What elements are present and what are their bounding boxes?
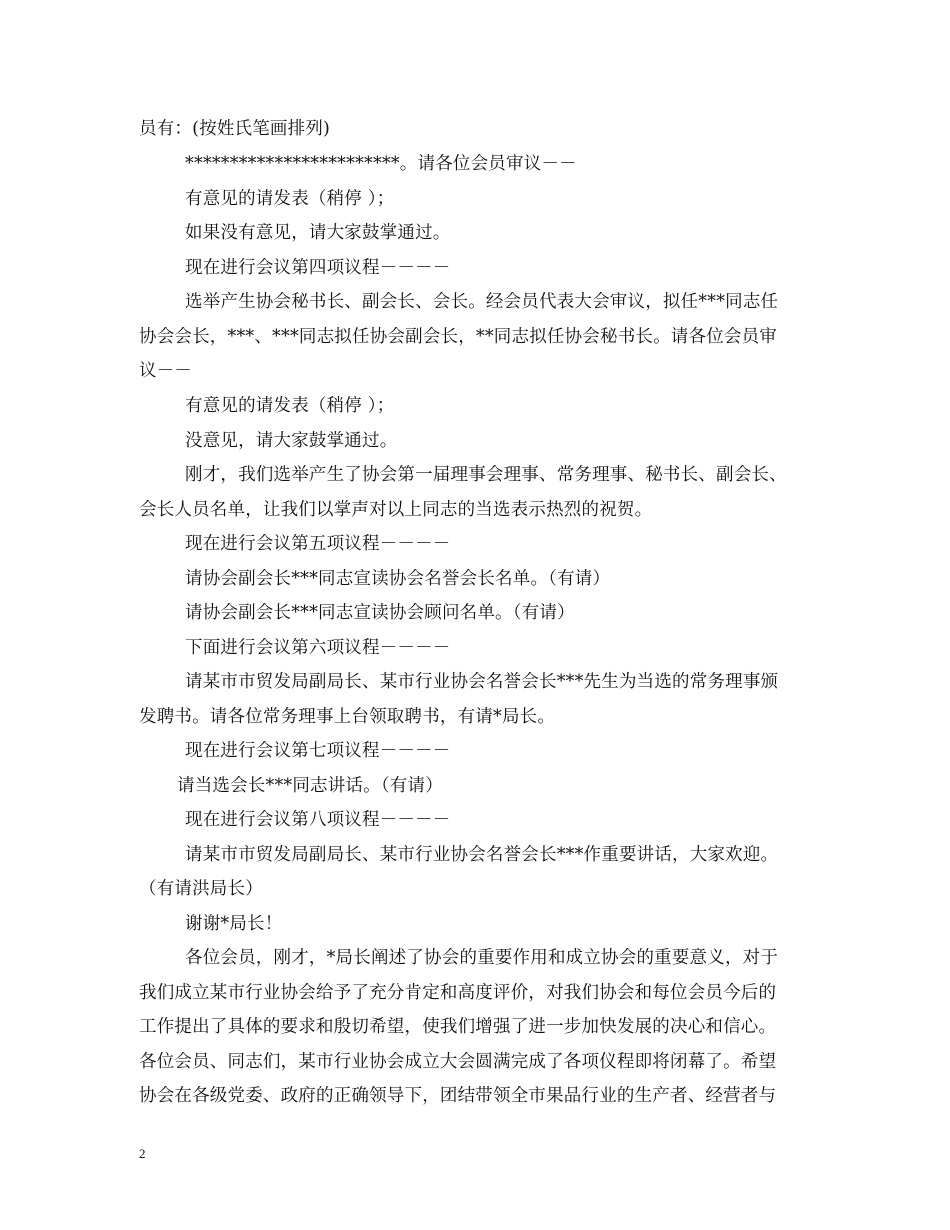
text-line: 刚才，我们选举产生了协会第一届理事会理事、常务理事、秘书长、副会长、 bbox=[185, 465, 787, 485]
text-line: 请协会副会长***同志宣读协会顾问名单。（有请） bbox=[185, 603, 575, 623]
page-number: 2 bbox=[139, 1146, 146, 1161]
text-line: 如果没有意见，请大家鼓掌通过。 bbox=[185, 223, 451, 243]
text-line: 现在进行会议第五项议程－－－－ bbox=[185, 534, 451, 554]
text-line: 协会会长，***、***同志拟任协会副会长，**同志拟任协会秘书长。请各位会员审 bbox=[139, 327, 777, 347]
text-line: 请某市市贸发局副局长、某市行业协会名誉会长***先生为当选的常务理事颁 bbox=[185, 672, 779, 692]
text-line: （有请洪局长） bbox=[139, 879, 263, 899]
text-line: 现在进行会议第四项议程－－－－ bbox=[185, 258, 451, 278]
text-line: 谢谢*局长！ bbox=[185, 914, 283, 934]
text-line: 现在进行会议第八项议程－－－－ bbox=[185, 810, 451, 830]
text-line: 发聘书。请各位常务理事上台领取聘书，有请*局长。 bbox=[139, 707, 556, 727]
text-line: 有意见的请发表（稍停 ）； bbox=[185, 396, 395, 416]
text-line: 各位会员，刚才，*局长阐述了协会的重要作用和成立协会的重要意义，对于 bbox=[185, 948, 779, 968]
text-line: 有意见的请发表（稍停 ）； bbox=[185, 189, 395, 209]
text-line: 请协会副会长***同志宣读协会名誉会长名单。（有请） bbox=[185, 569, 611, 589]
text-line: ************************。请各位会员审议－－ bbox=[185, 154, 577, 174]
text-line: 现在进行会议第七项议程－－－－ bbox=[185, 741, 451, 761]
text-line: 各位会员、同志们，某市行业协会成立大会圆满完成了各项仪程即将闭幕了。希望 bbox=[139, 1052, 777, 1072]
text-line: 我们成立某市行业协会给予了充分肯定和高度评价，对我们协会和每位会员今后的 bbox=[139, 983, 777, 1003]
text-line: 请当选会长***同志讲话。（有请） bbox=[177, 776, 443, 796]
text-line: 没意见，请大家鼓掌通过。 bbox=[185, 431, 398, 451]
text-line: 请某市市贸发局副局长、某市行业协会名誉会长***作重要讲话，大家欢迎。 bbox=[185, 845, 779, 865]
text-line: 工作提出了具体的要求和殷切希望，使我们增强了进一步加快发展的决心和信心。 bbox=[139, 1017, 777, 1037]
text-line: 员有：(按姓氏笔画排列) bbox=[139, 119, 331, 139]
text-line: 选举产生协会秘书长、副会长、会长。经会员代表大会审议，拟任***同志任 bbox=[185, 292, 779, 312]
text-line: 协会在各级党委、政府的正确领导下，团结带领全市果品行业的生产者、经营者与 bbox=[139, 1086, 777, 1106]
text-line: 下面进行会议第六项议程－－－－ bbox=[185, 638, 451, 658]
text-line: 议－－ bbox=[139, 361, 193, 381]
text-line: 会长人员名单，让我们以掌声对以上同志的当选表示热烈的祝贺。 bbox=[139, 500, 653, 520]
